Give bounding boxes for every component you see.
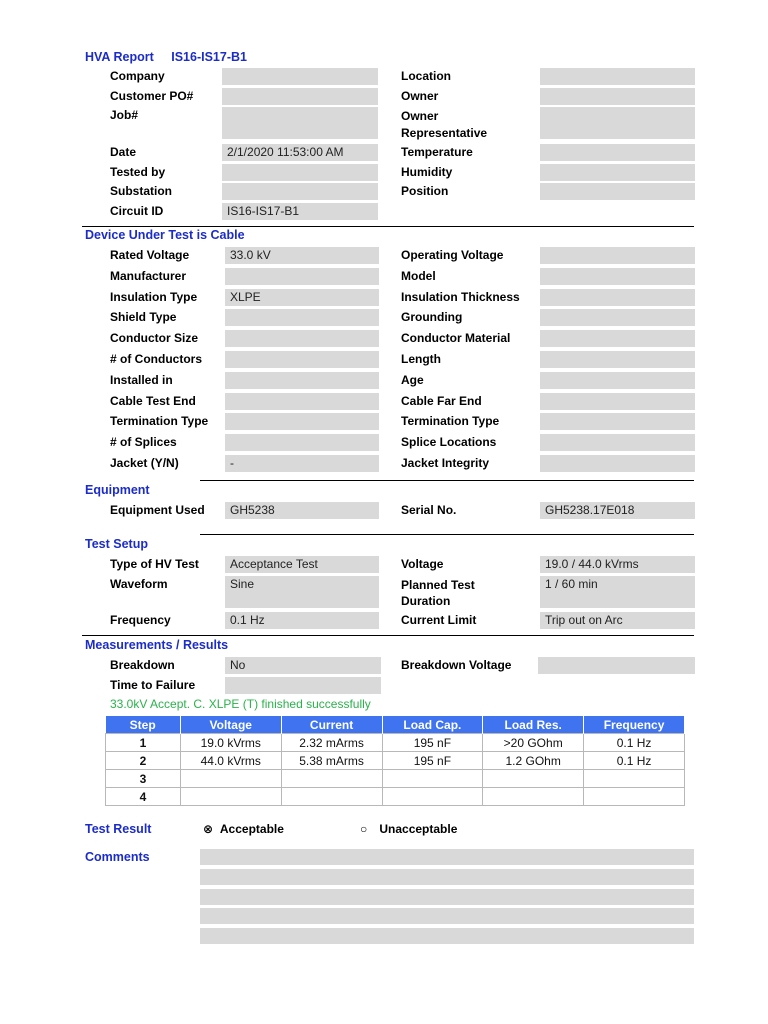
location-label: Location (401, 69, 451, 83)
table-cell (281, 788, 382, 806)
serial-no-label: Serial No. (401, 503, 457, 517)
conductor-material-label: Conductor Material (401, 331, 511, 345)
report-title (85, 50, 247, 64)
table-cell: 3 (106, 770, 181, 788)
rated-voltage-label: Rated Voltage (110, 248, 190, 262)
column-header-voltage: Voltage (180, 716, 281, 734)
table-cell: 1 (106, 734, 181, 752)
section-title-setup: Test Setup (85, 537, 148, 551)
splice-locations-field (540, 434, 695, 451)
test-result-label: Test Result (85, 822, 152, 836)
breakdown-label: Breakdown (110, 658, 175, 672)
insulation-type-field: XLPE (225, 289, 379, 306)
frequency-field: 0.1 Hz (225, 612, 379, 629)
tested-by-field (222, 164, 378, 181)
termination-type-label: Termination Type (110, 414, 209, 428)
equipment-used-field: GH5238 (225, 502, 379, 519)
radio-acceptable-label: Acceptable (219, 822, 284, 836)
owner-representative-field (540, 107, 695, 139)
voltage-label: Voltage (401, 557, 444, 571)
manufacturer-field (225, 268, 379, 285)
shield-type-label: Shield Type (110, 310, 177, 324)
radio-selected-icon: ⊗ (203, 822, 214, 836)
table-cell: 195 nF (382, 752, 483, 770)
circuit-id-label: Circuit ID (110, 204, 164, 218)
planned-duration-field: 1 / 60 min (540, 576, 695, 608)
insulation-thickness-field (540, 289, 695, 306)
conductor-material-field (540, 330, 695, 347)
splice-locations-label: Splice Locations (401, 435, 497, 449)
jacket-integrity-field (540, 455, 695, 472)
of-splices-label: # of Splices (110, 435, 177, 449)
installed-in-label: Installed in (110, 373, 173, 387)
breakdown-field: No (225, 657, 381, 674)
report-id: IS16-IS17-B1 (171, 50, 247, 64)
table-cell: 195 nF (382, 734, 483, 752)
owner-field (540, 88, 695, 105)
job-field (222, 107, 378, 139)
jacket-y-n-field: - (225, 455, 379, 472)
table-cell (584, 788, 685, 806)
table-cell: 1.2 GOhm (483, 752, 584, 770)
table-cell (483, 788, 584, 806)
comments-label: Comments (85, 850, 150, 864)
jacket-integrity-label: Jacket Integrity (401, 456, 490, 470)
conductor-size-field (225, 330, 379, 347)
termination-type-field (225, 413, 379, 430)
cable-test-end-field (225, 393, 379, 410)
planned-duration-label-line1: Planned Test (401, 578, 475, 592)
table-cell (483, 770, 584, 788)
table-row (106, 770, 685, 788)
column-header-load-res: Load Res. (483, 716, 584, 734)
age-field (540, 372, 695, 389)
table-row (106, 788, 685, 806)
date-label: Date (110, 145, 137, 159)
table-header-row (106, 716, 685, 734)
operating-voltage-field (540, 247, 695, 264)
owner-representative-label: Owner Representative (401, 109, 488, 140)
termination-type-field (540, 413, 695, 430)
table-cell: 44.0 kVrms (180, 752, 281, 770)
model-field (540, 268, 695, 285)
operating-voltage-label: Operating Voltage (401, 248, 504, 262)
substation-label: Substation (110, 184, 172, 198)
radio-unacceptable[interactable] (360, 822, 457, 836)
table-cell: 0.1 Hz (584, 734, 685, 752)
column-header-frequency: Frequency (584, 716, 685, 734)
comment-line[interactable] (200, 889, 694, 905)
customer-po-field (222, 88, 378, 105)
position-field (540, 183, 695, 200)
temperature-label: Temperature (401, 145, 473, 159)
owner-label: Owner (401, 89, 439, 103)
insulation-thickness-label: Insulation Thickness (401, 290, 520, 304)
length-field (540, 351, 695, 368)
current-limit-label: Current Limit (401, 613, 477, 627)
waveform-label: Waveform (110, 577, 168, 591)
table-cell (180, 788, 281, 806)
divider (200, 534, 694, 535)
report-title-text: HVA Report (85, 50, 154, 64)
grounding-field (540, 309, 695, 326)
breakdown-voltage-field (538, 657, 695, 674)
humidity-label: Humidity (401, 165, 453, 179)
equipment-used-label: Equipment Used (110, 503, 205, 517)
length-label: Length (401, 352, 441, 366)
tested-by-label: Tested by (110, 165, 166, 179)
table-row (106, 734, 685, 752)
manufacturer-label: Manufacturer (110, 269, 187, 283)
date-field: 2/1/2020 11:53:00 AM (222, 144, 378, 161)
shield-type-field (225, 309, 379, 326)
hv-test-type-label: Type of HV Test (110, 557, 199, 571)
serial-no-field: GH5238.17E018 (540, 502, 695, 519)
table-body (106, 734, 685, 806)
jacket-y-n-label: Jacket (Y/N) (110, 456, 179, 470)
substation-field (222, 183, 378, 200)
model-label: Model (401, 269, 436, 283)
table-cell: 19.0 kVrms (180, 734, 281, 752)
radio-unacceptable-label: Unacceptable (379, 822, 458, 836)
voltage-field: 19.0 / 44.0 kVrms (540, 556, 695, 573)
time-to-failure-field (225, 677, 381, 694)
table-cell (584, 770, 685, 788)
cable-far-end-label: Cable Far End (401, 394, 482, 408)
table-row (106, 752, 685, 770)
table-cell: 0.1 Hz (584, 752, 685, 770)
table-cell: 5.38 mArms (281, 752, 382, 770)
section-title-results: Measurements / Results (85, 638, 229, 652)
of-conductors-field (225, 351, 379, 368)
grounding-label: Grounding (401, 310, 463, 324)
position-label: Position (401, 184, 449, 198)
column-header-step: Step (106, 716, 181, 734)
circuit-id-field: IS16-IS17-B1 (222, 203, 378, 220)
humidity-field (540, 164, 695, 181)
company-label: Company (110, 69, 165, 83)
divider (82, 635, 694, 636)
time-to-failure-label: Time to Failure (110, 678, 196, 692)
company-field (222, 68, 378, 85)
location-field (540, 68, 695, 85)
divider (200, 480, 694, 481)
table-cell: 2 (106, 752, 181, 770)
radio-unselected-icon: ○ (360, 822, 368, 836)
current-limit-field: Trip out on Arc (540, 612, 695, 629)
installed-in-field (225, 372, 379, 389)
table-cell (382, 788, 483, 806)
conductor-size-label: Conductor Size (110, 331, 199, 345)
of-splices-field (225, 434, 379, 451)
table-cell (180, 770, 281, 788)
section-title-equipment: Equipment (85, 483, 150, 497)
cable-test-end-label: Cable Test End (110, 394, 196, 408)
column-header-current: Current (281, 716, 382, 734)
rated-voltage-field: 33.0 kV (225, 247, 379, 264)
temperature-field (540, 144, 695, 161)
cable-far-end-field (540, 393, 695, 410)
insulation-type-label: Insulation Type (110, 290, 198, 304)
table-cell (281, 770, 382, 788)
steps-table (105, 716, 685, 806)
table-cell: 4 (106, 788, 181, 806)
breakdown-voltage-label: Breakdown Voltage (401, 658, 512, 672)
table-cell (382, 770, 483, 788)
termination-type-label: Termination Type (401, 414, 500, 428)
hv-test-type-field: Acceptance Test (225, 556, 379, 573)
comment-line[interactable] (200, 869, 694, 885)
of-conductors-label: # of Conductors (110, 352, 202, 366)
comment-line[interactable] (200, 849, 694, 865)
radio-acceptable[interactable] (203, 822, 284, 836)
status-message: 33.0kV Accept. C. XLPE (T) finished successfully (110, 697, 371, 711)
divider (82, 226, 694, 227)
job-label: Job# (110, 108, 139, 122)
table-cell: >20 GOhm (483, 734, 584, 752)
waveform-field: Sine (225, 576, 379, 608)
planned-duration-label (401, 577, 475, 609)
planned-duration-label-line2: Duration (401, 594, 451, 608)
table-cell: 2.32 mArms (281, 734, 382, 752)
comment-line[interactable] (200, 908, 694, 924)
customer-po-label: Customer PO# (110, 89, 194, 103)
comment-line[interactable] (200, 928, 694, 944)
column-header-load-cap: Load Cap. (382, 716, 483, 734)
frequency-label: Frequency (110, 613, 171, 627)
age-label: Age (401, 373, 424, 387)
section-title-dut: Device Under Test is Cable (85, 228, 245, 242)
